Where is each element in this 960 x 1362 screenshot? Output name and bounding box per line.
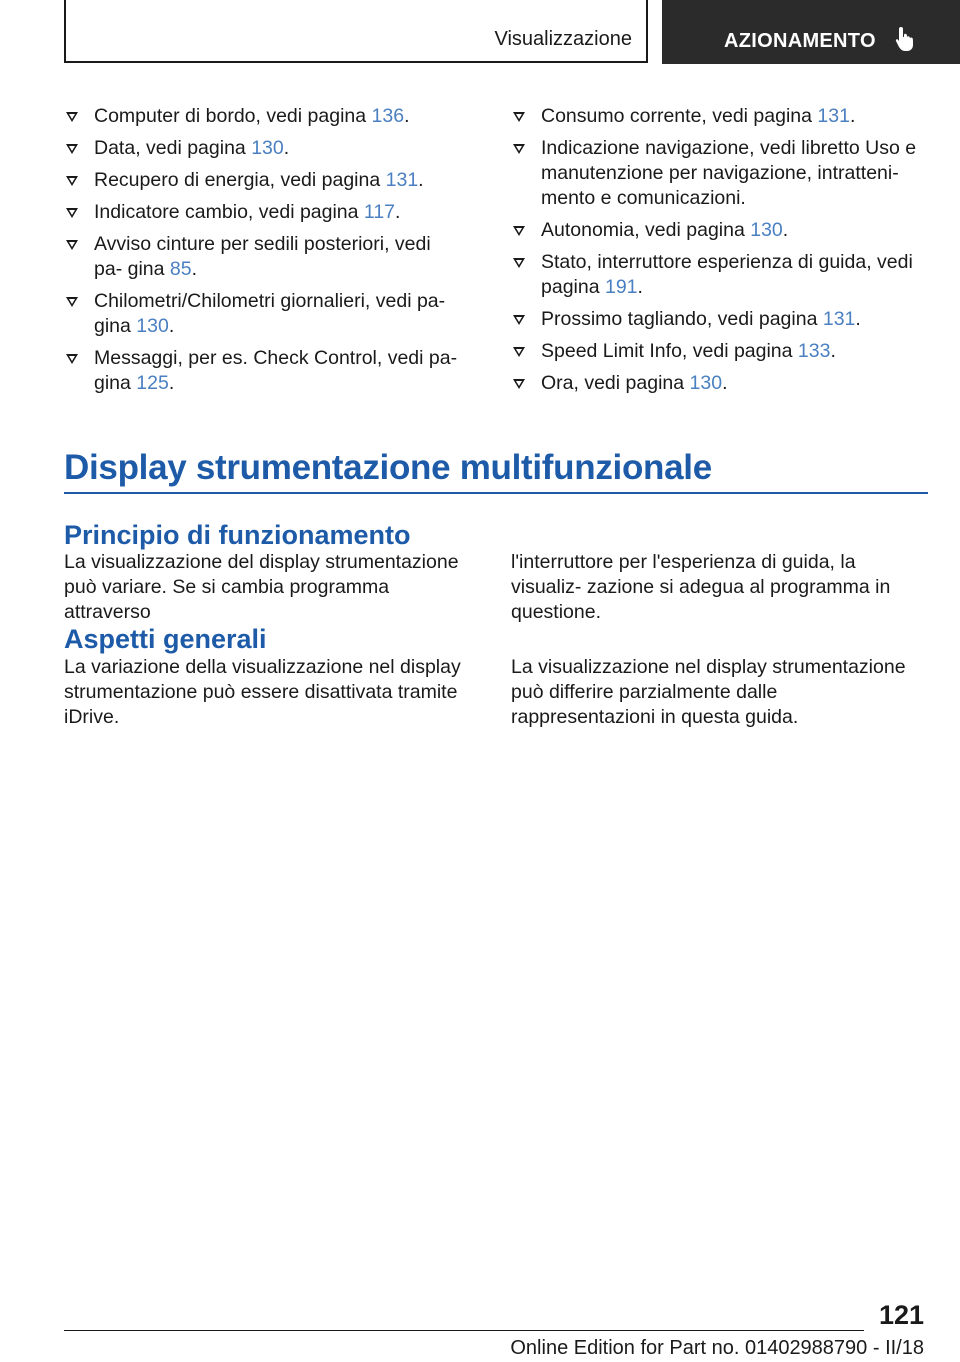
footer-rule: [64, 1330, 864, 1331]
left-bullet-column: [64, 104, 464, 403]
page-link[interactable]: 117: [363, 201, 396, 223]
page-link[interactable]: 131: [817, 105, 850, 127]
list-item-text: Autonomia, vedi pagina: [541, 219, 751, 241]
list-item: [511, 250, 921, 300]
bullet-triangle-icon: [513, 144, 525, 154]
list-item-text: Chilometri/Chilometri giornalieri, vedi pa‐ gina: [94, 290, 446, 337]
list-item: [511, 371, 921, 396]
list-item-tail: .: [855, 308, 861, 330]
list-item: [64, 346, 464, 396]
bullet-triangle-icon: [513, 315, 525, 325]
list-item-text: Stato, interruttore esperienza di guida, vedi pagina: [541, 251, 913, 298]
bullet-triangle-icon: [66, 144, 78, 154]
principle-text-left: La visualizzazione del display strumentazione può variare. Se si cambia programma attraverso: [64, 551, 459, 623]
list-item-text: Speed Limit Info, vedi pagina: [541, 340, 798, 362]
list-item-text: Computer di bordo, vedi pagina: [94, 105, 372, 127]
list-item-tail: .: [637, 276, 643, 298]
pointing-hand-icon: [894, 26, 916, 52]
header-section-title: Visualizzazione: [494, 28, 632, 50]
right-bullet-list: [511, 104, 921, 396]
bullet-triangle-icon: [66, 176, 78, 186]
bullet-triangle-icon: [513, 379, 525, 389]
list-item-tail: .: [418, 169, 424, 191]
list-item: [511, 136, 921, 211]
list-item-tail: .: [168, 315, 175, 337]
header-chapter-title: AZIONAMENTO: [724, 30, 876, 52]
list-item: [64, 232, 464, 282]
principle-text-right: l'interruttore per l'esperienza di guida, la visualiz‐ zazione si adegua al programma in questione.: [511, 551, 891, 623]
list-item: [511, 104, 921, 129]
list-item: [64, 200, 464, 225]
page-link[interactable]: 130: [689, 372, 723, 394]
list-item: [511, 218, 921, 243]
list-item-text: Data, vedi pagina: [94, 137, 252, 159]
bullet-triangle-icon: [513, 112, 525, 122]
page-link[interactable]: 131: [385, 169, 419, 191]
principle-title: Principio di funzionamento: [64, 520, 411, 550]
list-item: [64, 136, 464, 161]
right-bullet-column: [511, 104, 921, 403]
page-link[interactable]: 130: [136, 315, 169, 337]
page-link[interactable]: 85: [169, 258, 192, 280]
list-item-text: Prossimo tagliando, vedi pagina: [541, 308, 823, 330]
bullet-triangle-icon: [66, 297, 78, 307]
list-item-tail: .: [283, 137, 290, 159]
edition-note: Online Edition for Part no. 01402988790 - II/18: [510, 1337, 924, 1359]
list-item-text: Indicazione navigazione, vedi libretto Uso e manutenzione per navigazione, intratteni‐ mento e comunicazioni.: [541, 137, 917, 209]
list-item: [511, 339, 921, 364]
list-item-tail: .: [722, 372, 728, 394]
header-section-box: [64, 0, 648, 63]
page-link[interactable]: 136: [371, 105, 405, 127]
list-item-tail: .: [168, 372, 175, 394]
list-item-text: Consumo corrente, vedi pagina: [541, 105, 818, 127]
list-item-tail: .: [849, 105, 856, 127]
bullet-triangle-icon: [66, 240, 78, 250]
page-number: 121: [878, 1300, 924, 1330]
page-link[interactable]: 191: [604, 276, 638, 298]
list-item: [64, 104, 464, 129]
list-item: [511, 307, 921, 332]
bullet-triangle-icon: [66, 354, 78, 364]
list-item-tail: .: [830, 340, 836, 362]
list-item-text: Recupero di energia, vedi pagina: [94, 169, 386, 191]
list-item-tail: .: [191, 258, 198, 280]
page-link[interactable]: 125: [136, 372, 169, 394]
page-link[interactable]: 130: [750, 219, 783, 241]
list-item-tail: .: [404, 105, 410, 127]
bullet-triangle-icon: [513, 347, 525, 357]
list-item-text: Messaggi, per es. Check Control, vedi pa‐ gina: [94, 347, 458, 394]
list-item: [64, 168, 464, 193]
list-item-text: Indicatore cambio, vedi pagina: [94, 201, 364, 223]
list-item: [64, 289, 464, 339]
section-title-rule: [64, 492, 928, 494]
list-item-tail: .: [782, 219, 789, 241]
list-item-text: Ora, vedi pagina: [541, 372, 690, 394]
bullet-triangle-icon: [513, 226, 525, 236]
page-link[interactable]: 130: [251, 137, 284, 159]
header-chapter-tab[interactable]: [662, 0, 960, 64]
section-title: Display strumentazione multifunzionale: [64, 448, 712, 487]
general-text-right: La visualizzazione nel display strumentazione può differire parzialmente dalle rappresentazioni in questa guida.: [511, 656, 906, 728]
page-link[interactable]: 131: [822, 308, 856, 330]
bullet-triangle-icon: [66, 112, 78, 122]
bullet-triangle-icon: [66, 208, 78, 218]
page-link[interactable]: 133: [797, 340, 831, 362]
list-item-tail: .: [395, 201, 401, 223]
general-text-left: La variazione della visualizzazione nel display strumentazione può essere disattivata tramite iDrive.: [64, 656, 461, 728]
general-title: Aspetti generali: [64, 624, 267, 654]
bullet-triangle-icon: [513, 258, 525, 268]
list-item-text: Avviso cinture per sedili posteriori, vedi pa‐ gina: [94, 233, 431, 280]
left-bullet-list: [64, 104, 464, 396]
